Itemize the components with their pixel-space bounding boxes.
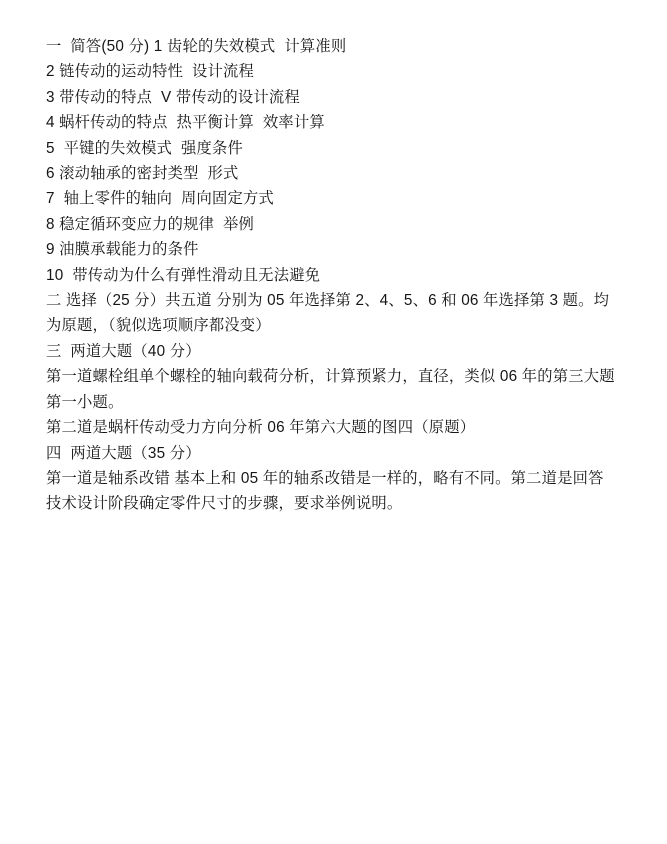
text-line: 10 带传动为什么有弹性滑动且无法避免 (46, 266, 321, 284)
text-line: 5 平键的失效模式 强度条件 (46, 139, 243, 157)
text-line: 2 链传动的运动特性 设计流程 (46, 63, 255, 81)
text-line: 7 轴上零件的轴向 周向固定方式 (46, 190, 274, 208)
text-line: 9 油膜承载能力的条件 (46, 241, 199, 259)
text-paragraph: 第一道螺栓组单个螺栓的轴向载荷分析，计算预紧力，直径，类似 06 年的第三大题第一小题。 (46, 368, 615, 411)
text-line: 8 稳定循环变应力的规律 举例 (46, 215, 255, 233)
text-line: 第二道是蜗杆传动受力方向分析 06 年第六大题的图四（原题） (46, 419, 476, 437)
text-line: 4 蜗杆传动的特点 热平衡计算 效率计算 (46, 114, 325, 132)
text-paragraph: 第一道是轴系改错 基本上和 05 年的轴系改错是一样的，略有不同。第二道是回答技术设计阶段确定零件尺寸的步骤，要求举例说明。 (46, 469, 604, 513)
text-line: 6 滚动轴承的密封类型 形式 (46, 165, 239, 183)
text-paragraph: 二 选择（25 分）共五道 分别为 05 年选择第 2、4、5、6 和 06 年选择第 3 题。均为原题，（貌似选项顺序都没变） (46, 292, 610, 335)
document-text-body (46, 34, 615, 517)
text-line: 三 两道大题（40 分） (46, 342, 201, 360)
text-line: 四 两道大题（35 分） (46, 444, 201, 462)
text-line: 一 简答(50 分) 1 齿轮的失效模式 计算准则 (46, 38, 347, 55)
text-line: 3 带传动的特点 V 带传动的设计流程 (46, 88, 300, 106)
